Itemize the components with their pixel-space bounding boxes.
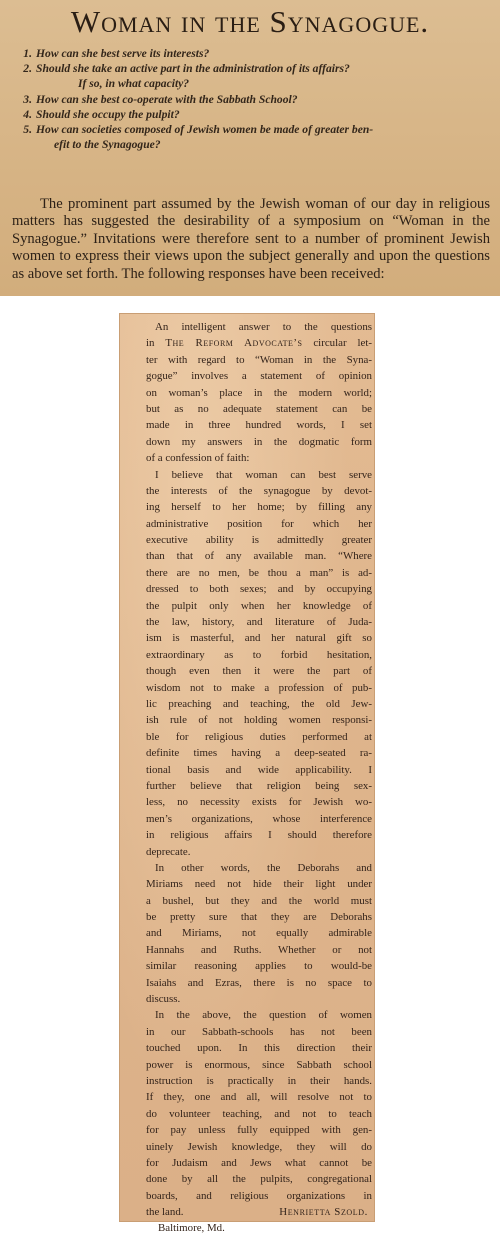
letter-line: boards, and religious organizations in [146,1189,372,1202]
letter-line-text: in [146,337,166,350]
letter-line: uinely Jewish knowledge, they will do [146,1140,372,1153]
signature-place: Baltimore, Md. [158,1222,225,1235]
letter-line: of a confession of faith: [146,452,250,465]
letter-line: In the above, the question of women [155,1009,372,1022]
letter-line: further believe that religion being sex- [146,779,372,792]
letter-line: ish rule of not holding women responsi- [146,714,372,727]
letter-line: dressed to both sexes; and by occupying [146,583,372,596]
question-text: How can she best co-operate with the Sabbath School? [36,92,298,106]
letter-line: I believe that woman can best serve [155,468,372,481]
letter-line: instruction is practically in their hands. [146,1074,372,1087]
letter-line: tional basis and wide applicability. I [146,763,372,776]
letter-line-text: circular let- [302,337,372,350]
question-number: 3. [23,92,32,106]
letter-line: do volunteer teaching, and not to teach [146,1107,372,1120]
question-text: efit to the Synagogue? [54,138,161,152]
letter-line: and Miriams, not equally admirable [146,927,372,940]
letter-line: a bushel, but they and the world must [146,894,372,907]
question-text: Should she take an active part in the administration of its affairs? [36,62,350,76]
letter-line: wisdom not to make a profession of pub- [146,681,372,694]
signature: Henrietta Szold. [279,1206,368,1219]
letter-line: power is enormous, since Sabbath school [146,1058,372,1071]
letter-line: definite times having a deep-seated ra- [146,747,372,760]
letter-line: the interests of the synagogue by devot- [146,484,372,497]
letter-line: be pretty sure that they are Deborahs [146,911,372,924]
letter-line: An intelligent answer to the questions [155,321,372,333]
letter-line: If they, one and all, will resolve not to [146,1091,372,1104]
question-number: 1. [23,47,32,60]
letter-line: touched upon. In this direction their [146,1042,372,1055]
letter-line: Hannahs and Ruths. Whether or not [146,943,372,956]
letter-line [146,335,372,351]
letter-line: lic preaching and teaching, the old Jew- [146,697,372,710]
letter-line: done by all the pulpits, congregational [146,1173,372,1186]
letter-line: deprecate. [146,845,191,858]
question-text: If so, in what capacity? [78,77,190,91]
header-clipping [0,0,500,296]
letter-line: ing herself to her home; by filling any [146,501,372,514]
letter-line: ism is masterful, and her natural gift so [146,632,372,645]
question-item-continuation [10,77,495,92]
question-item-continuation [10,138,495,153]
closing-text: the land. [146,1206,184,1219]
letter-line: though even then it were the part of [146,665,372,678]
letter-line: similar reasoning applies to would-be [146,960,372,973]
letter-line: the pulpit only when her knowledge of [146,599,372,612]
letter-line: on woman’s place in the modern world; [146,386,372,399]
letter-line: administrative position for which her [146,517,372,530]
letter-line: ter with regard to “Woman in the Syna- [146,353,372,366]
letter-line: there are no men, be thou a man” is ad- [146,566,372,579]
letter-line: but as no adequate statement can be [146,402,372,415]
question-item [10,62,495,77]
letter-line: than that of any available man. “Where [146,550,372,563]
closing-line [146,1204,372,1220]
question-text: Should she occupy the pulpit? [36,107,180,121]
letter-line: made in three hundred words, I set [146,419,372,432]
question-text: How can societies composed of Jewish women be made of greater ben- [36,122,374,136]
question-number: 5. [23,122,32,136]
letter-line: Miriams need not hide their light under [146,878,372,891]
question-number: 4. [23,107,32,121]
letter-line: extraordinary as to forbid hesitation, [146,648,372,661]
publication-name: The Reform Advocate’s [165,337,303,350]
letter-body [146,319,372,1237]
question-number: 2. [23,62,32,76]
letter-line: the law, history, and literature of Juda- [146,616,372,629]
letter-line: Isaiahs and Ezras, there is no space to [146,976,372,989]
questions-list [10,47,495,153]
letter-line: executive ability is admittedly greater [146,534,372,547]
intro-paragraph: The prominent part assumed by the Jewish woman of our day in religious matters has suggested the desirability of a symposium on “Woman in the Synagogue.” Invitations were therefore sent to a number of prominent Jewish women to express their views upon the subject generally and upon the questions as above set forth. The following responses have been received: [12,195,490,282]
letter-line: in religious affairs I should therefore [146,829,372,842]
question-item [10,47,495,62]
letter-line: gogue” involves a statement of opinion [146,370,372,383]
question-item [10,123,495,138]
letter-line: for Judaism and Jews what cannot be [146,1156,372,1169]
letter-line: in our Sabbath-schools has not been [146,1025,372,1038]
question-item [10,108,495,123]
question-text: How can she best serve its interests? [36,47,210,60]
letter-line: In other words, the Deborahs and [155,861,372,874]
letter-line: ble for religious duties performed at [146,730,372,743]
letter-line: down my answers in the dogmatic form [146,435,372,448]
question-item [10,93,495,108]
letter-line: for pay unless fully equipped with gen- [146,1124,372,1137]
letter-line: men’s organizations, whose interference [146,812,372,825]
letter-line: discuss. [146,993,181,1006]
letter-line: less, no necessity exists for Jewish wo- [146,796,372,809]
headline-title: Woman in the Synagogue. [70,4,430,39]
letter-clipping [119,313,375,1235]
